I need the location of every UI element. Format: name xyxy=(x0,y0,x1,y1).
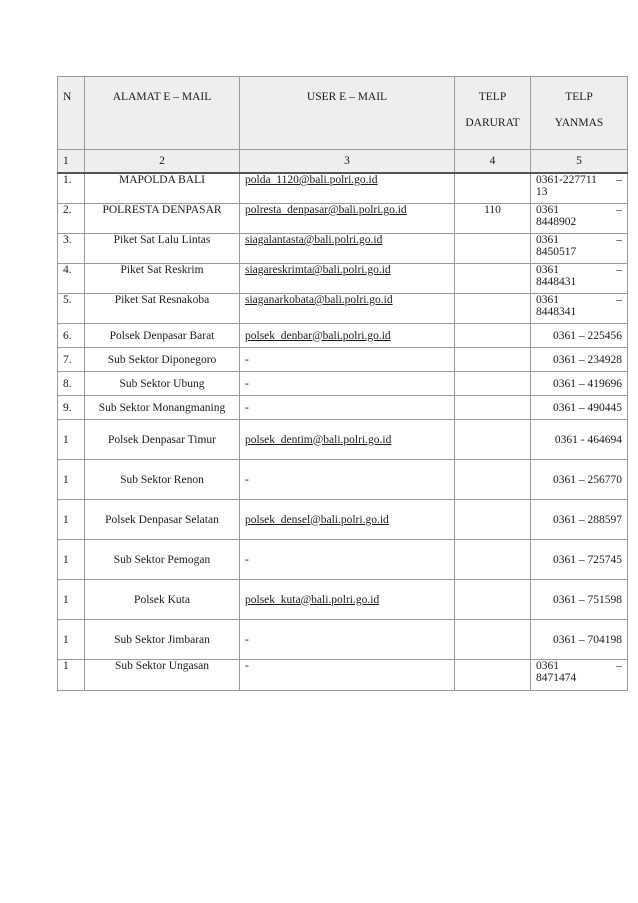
telp-yanmas-dash: – xyxy=(616,294,622,306)
header-number: 5 xyxy=(531,150,628,174)
unit-name: Polsek Kuta xyxy=(85,580,240,620)
table-row xyxy=(58,294,628,324)
header-telp-yanmas: TELP YANMAS xyxy=(531,77,628,150)
telp-yanmas: 0361 – 704198 xyxy=(531,620,628,660)
email-link[interactable]: polsek_densel@bali.polri.go.id xyxy=(245,513,389,526)
email-empty: - xyxy=(245,377,249,390)
email-cell xyxy=(240,324,455,348)
telp-yanmas xyxy=(531,264,628,294)
telp-yanmas-suffix: 13 xyxy=(536,186,548,198)
unit-name: Sub Sektor Diponegoro xyxy=(85,348,240,372)
email-link[interactable]: polresta_denpasar@bali.polri.go.id xyxy=(245,204,407,216)
telp-darurat xyxy=(455,500,531,540)
email-link[interactable]: siaganarkobata@bali.polri.go.id xyxy=(245,294,393,306)
telp-yanmas-line xyxy=(536,234,622,246)
unit-name: Piket Sat Lalu Lintas xyxy=(85,234,240,264)
telp-darurat xyxy=(455,264,531,294)
table-row xyxy=(58,540,628,580)
telp-yanmas-prefix: 0361 xyxy=(536,294,559,306)
table-row xyxy=(58,264,628,294)
telp-yanmas-dash: – xyxy=(616,204,622,216)
email-cell xyxy=(240,500,455,540)
header-number-row xyxy=(58,150,628,174)
table-row xyxy=(58,420,628,460)
table-row xyxy=(58,324,628,348)
email-cell xyxy=(240,372,455,396)
telp-yanmas: 0361 – 751598 xyxy=(531,580,628,620)
telp-yanmas xyxy=(531,234,628,264)
email-empty: - xyxy=(245,353,249,366)
row-number: 3. xyxy=(58,234,85,264)
row-number: 1 xyxy=(58,580,85,620)
email-cell xyxy=(240,264,455,294)
email-cell xyxy=(240,620,455,660)
email-link[interactable]: polsek_dentim@bali.polri.go.id xyxy=(245,433,392,446)
email-link[interactable]: polsek_kuta@bali.polri.go.id xyxy=(245,593,380,606)
row-number: 8. xyxy=(58,372,85,396)
telp-yanmas: 0361 – 234928 xyxy=(531,348,628,372)
row-number: 4. xyxy=(58,264,85,294)
row-number: 2. xyxy=(58,204,85,234)
unit-name: Polsek Denpasar Barat xyxy=(85,324,240,348)
telp-darurat xyxy=(455,396,531,420)
telp-yanmas: 0361 - 464694 xyxy=(531,420,628,460)
unit-name: POLRESTA DENPASAR xyxy=(85,204,240,234)
table-row xyxy=(58,660,628,691)
header-number: 2 xyxy=(85,150,240,174)
header-number: 3 xyxy=(240,150,455,174)
telp-yanmas xyxy=(531,173,628,204)
telp-yanmas: 0361 – 490445 xyxy=(531,396,628,420)
table-row xyxy=(58,204,628,234)
email-cell xyxy=(240,660,455,691)
row-number: 5. xyxy=(58,294,85,324)
telp-yanmas: 0361 – 419696 xyxy=(531,372,628,396)
header-user: USER E – MAIL xyxy=(240,77,455,150)
unit-name: Piket Sat Reskrim xyxy=(85,264,240,294)
unit-name: MAPOLDA BALI xyxy=(85,173,240,204)
telp-yanmas-dash: – xyxy=(616,264,622,276)
telp-darurat xyxy=(455,234,531,264)
telp-yanmas-suffix: 8448431 xyxy=(536,276,577,288)
telp-darurat: 110 xyxy=(455,204,531,234)
telp-darurat xyxy=(455,460,531,500)
email-cell xyxy=(240,173,455,204)
telp-darurat xyxy=(455,660,531,691)
telp-yanmas-suffix: 8450517 xyxy=(536,246,577,258)
telp-yanmas-line xyxy=(536,174,622,186)
telp-darurat xyxy=(455,580,531,620)
table-row xyxy=(58,234,628,264)
telp-yanmas-line xyxy=(536,294,622,306)
unit-name: Sub Sektor Ubung xyxy=(85,372,240,396)
telp-yanmas-suffix: 8448902 xyxy=(536,216,577,228)
telp-darurat xyxy=(455,620,531,660)
table-row xyxy=(58,173,628,204)
telp-yanmas xyxy=(531,660,628,691)
header-row xyxy=(58,77,628,150)
telp-darurat xyxy=(455,372,531,396)
header-number: 1 xyxy=(58,150,85,174)
row-number: 1 xyxy=(58,620,85,660)
header-number: 4 xyxy=(455,150,531,174)
telp-darurat xyxy=(455,173,531,204)
unit-name: Sub Sektor Renon xyxy=(85,460,240,500)
telp-yanmas-prefix: 0361-227711 xyxy=(536,174,597,186)
email-cell xyxy=(240,540,455,580)
telp-yanmas xyxy=(531,294,628,324)
table-row xyxy=(58,372,628,396)
email-cell xyxy=(240,234,455,264)
table-row xyxy=(58,396,628,420)
unit-name: Polsek Denpasar Timur xyxy=(85,420,240,460)
email-empty: - xyxy=(245,473,249,486)
telp-yanmas: 0361 – 225456 xyxy=(531,324,628,348)
telp-darurat xyxy=(455,324,531,348)
email-empty: - xyxy=(245,660,249,672)
telp-yanmas-line xyxy=(536,264,622,276)
email-empty: - xyxy=(245,633,249,646)
email-cell xyxy=(240,580,455,620)
telp-yanmas xyxy=(531,204,628,234)
table-body xyxy=(58,173,628,691)
telp-yanmas: 0361 – 256770 xyxy=(531,460,628,500)
telp-yanmas-suffix: 8448341 xyxy=(536,306,577,318)
telp-yanmas-line xyxy=(536,204,622,216)
telp-yanmas-dash: – xyxy=(616,174,622,186)
header-no: N xyxy=(58,77,85,150)
row-number: 1 xyxy=(58,540,85,580)
row-number: 1 xyxy=(58,500,85,540)
telp-yanmas: 0361 – 288597 xyxy=(531,500,628,540)
row-number: 1 xyxy=(58,420,85,460)
row-number: 9. xyxy=(58,396,85,420)
telp-yanmas-dash: – xyxy=(616,234,622,246)
email-link[interactable]: polsek_denbar@bali.polri.go.id xyxy=(245,329,391,342)
row-number: 7. xyxy=(58,348,85,372)
unit-name: Sub Sektor Monangmaning xyxy=(85,396,240,420)
telp-yanmas-prefix: 0361 xyxy=(536,204,559,216)
email-cell xyxy=(240,420,455,460)
table-row xyxy=(58,348,628,372)
unit-name: Piket Sat Resnakoba xyxy=(85,294,240,324)
telp-yanmas-prefix: 0361 xyxy=(536,264,559,276)
table-row xyxy=(58,620,628,660)
unit-name: Sub Sektor Jimbaran xyxy=(85,620,240,660)
telp-darurat xyxy=(455,420,531,460)
row-number: 6. xyxy=(58,324,85,348)
row-number: 1. xyxy=(58,173,85,204)
unit-name: Polsek Denpasar Selatan xyxy=(85,500,240,540)
row-number: 1 xyxy=(58,660,85,691)
telp-yanmas-prefix: 0361 xyxy=(536,234,559,246)
telp-yanmas-dash: – xyxy=(616,660,622,672)
email-link[interactable]: polda_1120@bali.polri.go.id xyxy=(245,174,378,186)
email-cell xyxy=(240,348,455,372)
unit-name: Sub Sektor Ungasan xyxy=(85,660,240,691)
email-cell xyxy=(240,294,455,324)
email-link[interactable]: siagalantasta@bali.polri.go.id xyxy=(245,234,383,246)
email-cell xyxy=(240,204,455,234)
telp-yanmas: 0361 – 725745 xyxy=(531,540,628,580)
telp-yanmas-prefix: 0361 xyxy=(536,660,559,672)
telp-darurat xyxy=(455,294,531,324)
table-row xyxy=(58,460,628,500)
contact-table xyxy=(57,76,628,691)
email-cell xyxy=(240,460,455,500)
email-empty: - xyxy=(245,553,249,566)
header-telp-darurat: TELP DARURAT xyxy=(455,77,531,150)
telp-yanmas-suffix: 8471474 xyxy=(536,672,577,684)
table-row xyxy=(58,580,628,620)
email-link[interactable]: siagareskrimta@bali.polri.go.id xyxy=(245,264,391,276)
email-cell xyxy=(240,396,455,420)
telp-yanmas-line xyxy=(536,660,622,672)
unit-name: Sub Sektor Pemogan xyxy=(85,540,240,580)
row-number: 1 xyxy=(58,460,85,500)
table-row xyxy=(58,500,628,540)
telp-darurat xyxy=(455,348,531,372)
header-alamat: ALAMAT E – MAIL xyxy=(85,77,240,150)
email-empty: - xyxy=(245,401,249,414)
telp-darurat xyxy=(455,540,531,580)
